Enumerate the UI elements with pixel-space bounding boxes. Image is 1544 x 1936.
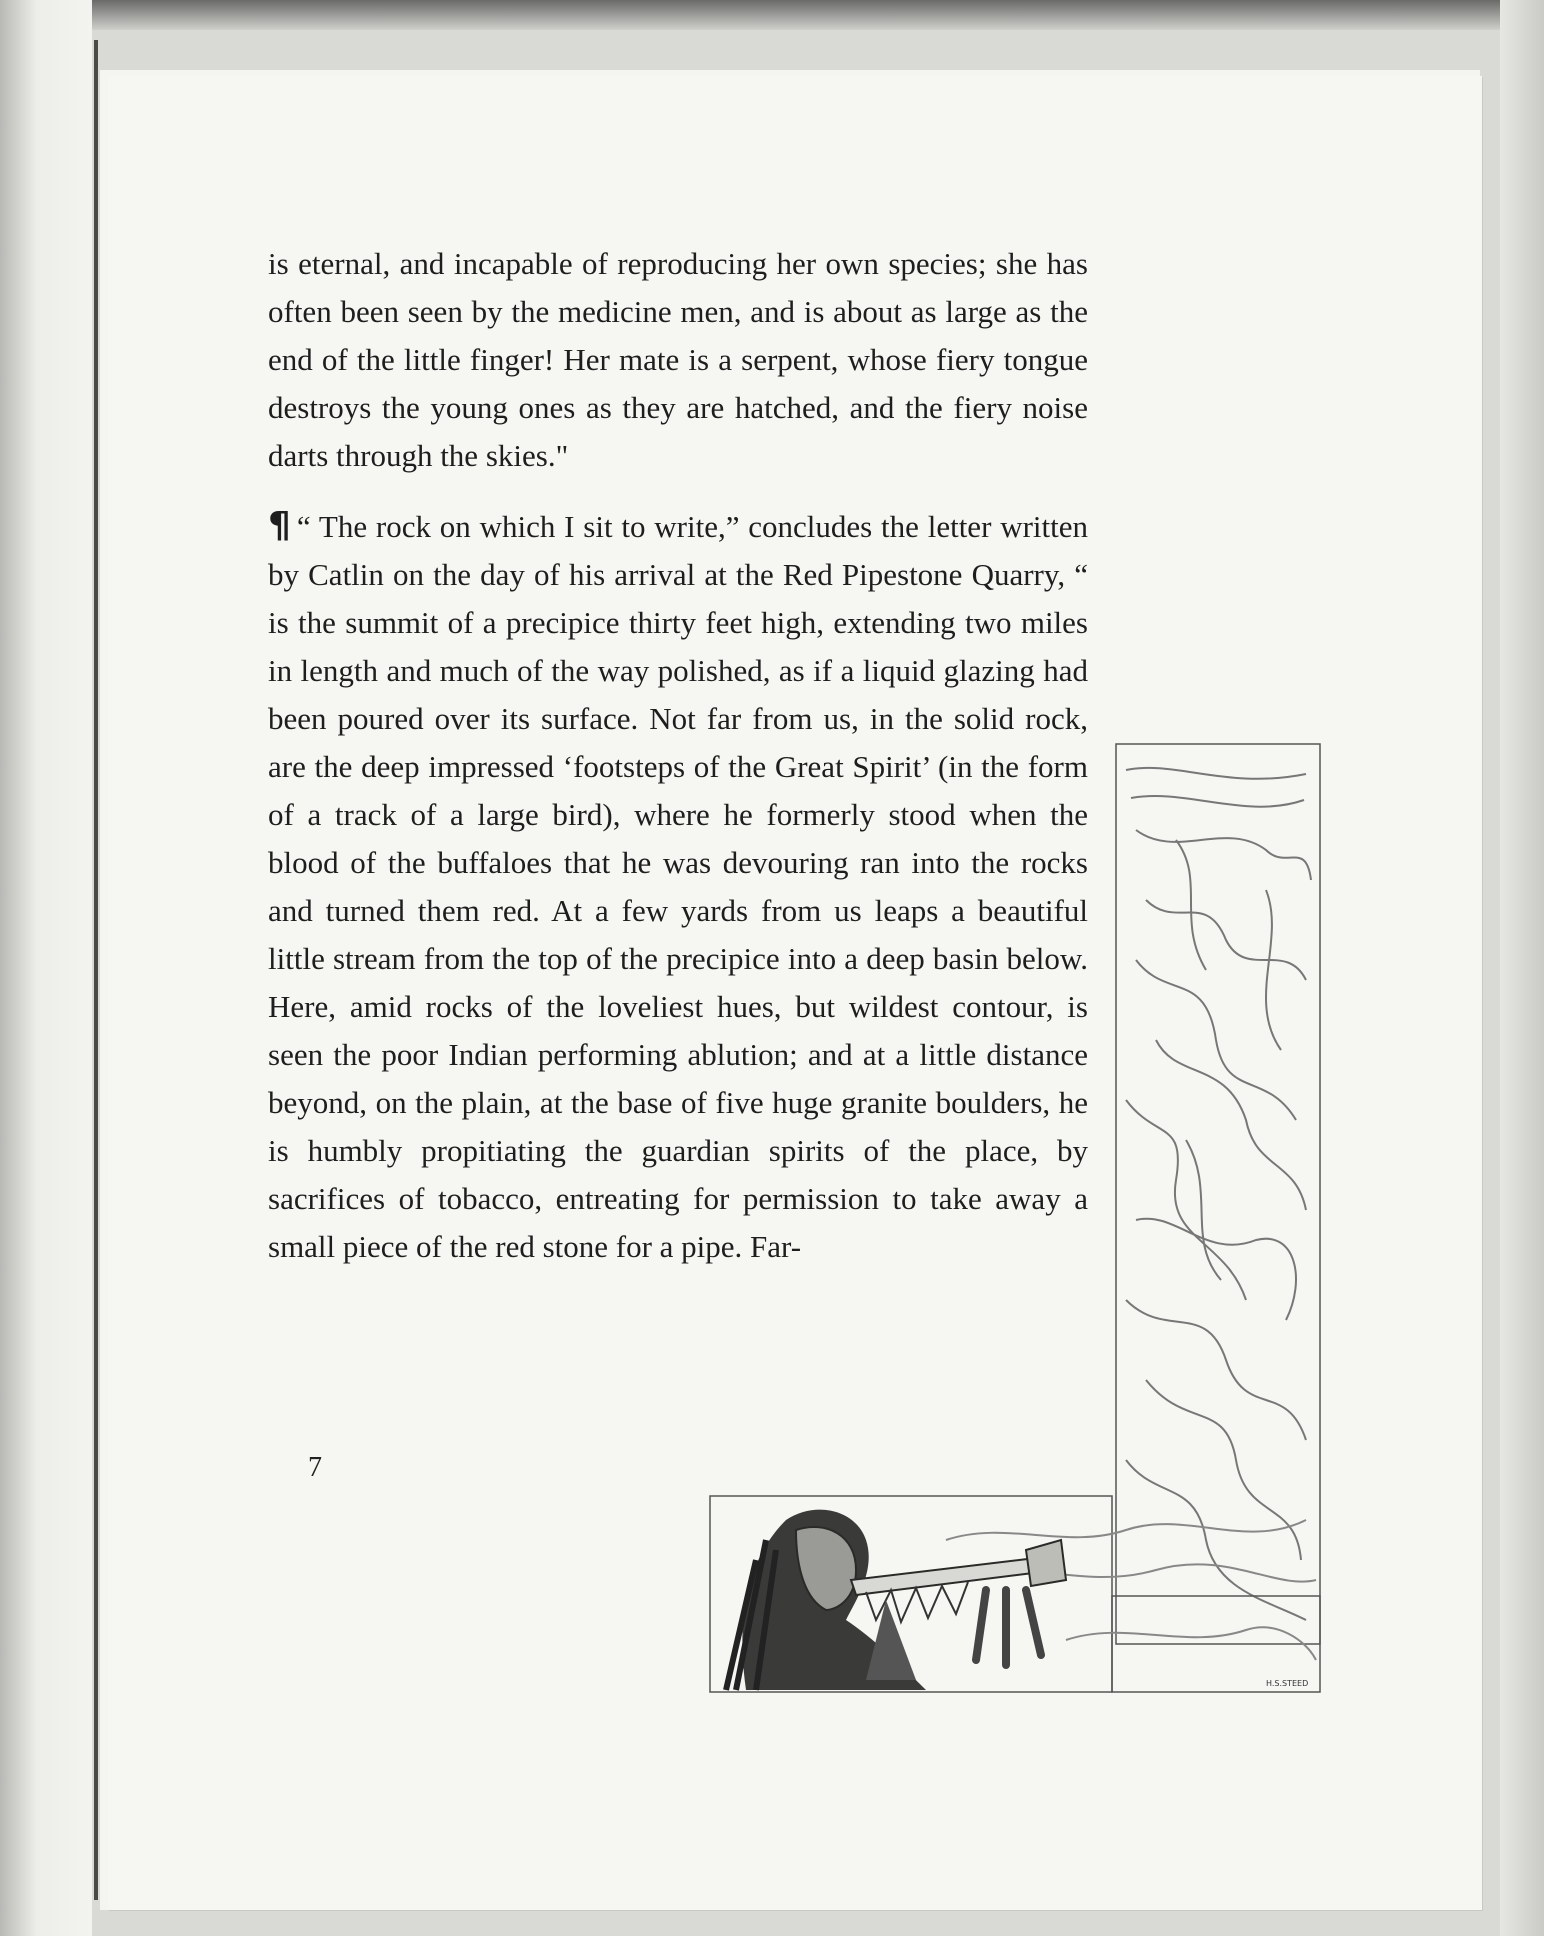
page-number: 7	[308, 1452, 322, 1483]
illustrator-signature: H.S.STEED	[1266, 1679, 1309, 1688]
right-page-edge	[1500, 0, 1544, 1936]
peace-pipe-icon	[851, 1540, 1066, 1680]
left-page-edge	[0, 0, 92, 1936]
smoke-frame	[1116, 744, 1320, 1644]
book-gutter	[94, 40, 98, 1900]
pipe-smoke-icon	[946, 1520, 1316, 1660]
paragraph-2-text: “ The rock on which I sit to write,” concludes the letter written by Catlin on the day of his arrival at the Red Pipestone Quarry, “ is the summit of a precipice thirty feet high, extending two miles in length and much of the way polished, as if a liquid glazing had been poured over its surface. Not far from us, in the solid rock, are the deep impressed ‘footsteps of the Great Spirit’ (in the form of a track of a large bird), where he formerly stood when the blood of the buffaloes that he was devouring ran into the rocks and turned them red. At a few yards from us leaps a beautiful little stream from the top of the precipice into a deep basin below. Here, amid rocks of the loveliest hues, but wildest contour, is seen the poor Indian performing ablution; and at a little distance beyond, on the plain, at the base of five huge granite boulders, he is humbly propitiating the guardian spirits of the place, by sacrifices of tobacco, entreating for permission to take away a small piece of the red stone for a pipe. Far-	[268, 509, 1088, 1264]
pilcrow-mark: ¶	[268, 505, 291, 546]
scan-top-edge	[0, 0, 1544, 30]
smoke-swirls-icon	[1126, 768, 1311, 1620]
pipe-smoke-illustration	[706, 740, 1328, 1700]
paragraph-1: is eternal, and incapable of reproducing her own species; she has often been seen by the medicine men, and is about as large as the end of the little finger! Her mate is a serpent, whose fiery tongue destroys the young ones as they are hatched, and the fiery noise darts through the skies."	[268, 246, 1088, 473]
